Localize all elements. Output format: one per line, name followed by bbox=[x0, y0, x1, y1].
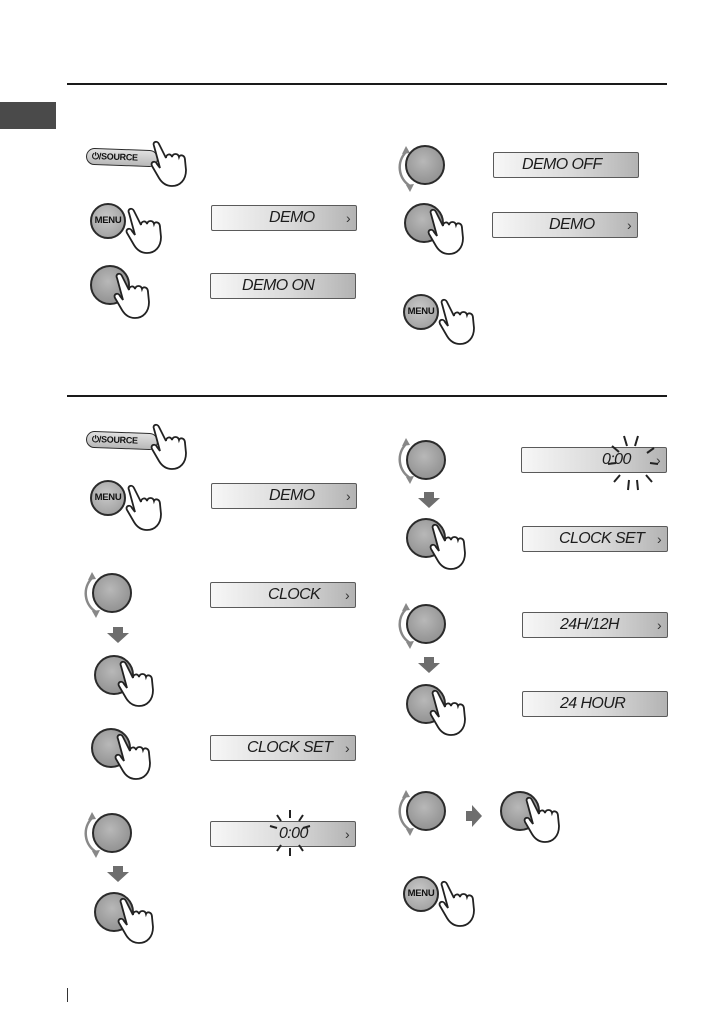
chevron-right-icon: › bbox=[656, 617, 661, 633]
chevron-right-icon: › bbox=[655, 452, 660, 468]
display-demo bbox=[211, 483, 357, 509]
hand-pointer-icon bbox=[123, 484, 167, 532]
footer-line bbox=[67, 988, 68, 1002]
section-1-rule bbox=[67, 83, 667, 85]
display-24h12h bbox=[522, 612, 668, 638]
chevron-right-icon: › bbox=[345, 488, 350, 504]
hand-pointer-icon bbox=[436, 880, 480, 928]
menu-button[interactable]: MENU bbox=[403, 876, 439, 912]
display-text: DEMO OFF bbox=[522, 156, 602, 173]
display-text: DEMO bbox=[269, 487, 315, 504]
hand-pointer-icon bbox=[148, 423, 192, 471]
hand-pointer-icon bbox=[115, 660, 159, 708]
display-24hour bbox=[522, 691, 668, 717]
display-text: DEMO bbox=[549, 216, 595, 233]
hand-pointer-icon bbox=[111, 272, 155, 320]
control-knob[interactable] bbox=[405, 145, 445, 185]
display-text: 24H/12H bbox=[560, 616, 619, 633]
hand-pointer-icon bbox=[123, 207, 167, 255]
chevron-right-icon: › bbox=[344, 587, 349, 603]
hand-pointer-icon bbox=[148, 140, 192, 188]
display-text: 0:00 bbox=[279, 825, 308, 842]
source-button[interactable]: ⏻/SOURCE bbox=[86, 431, 159, 451]
display-clock-set bbox=[522, 526, 668, 552]
hand-pointer-icon bbox=[115, 897, 159, 945]
chevron-right-icon: › bbox=[344, 826, 349, 842]
hand-pointer-icon bbox=[427, 689, 471, 737]
control-knob[interactable] bbox=[92, 573, 132, 613]
language-tab bbox=[0, 102, 56, 129]
source-button[interactable]: ⏻/SOURCE bbox=[86, 148, 159, 168]
display-demo-off bbox=[493, 152, 639, 178]
display-text: CLOCK bbox=[268, 586, 321, 603]
display-text: 0:00 bbox=[602, 451, 631, 468]
blink-burst-icon bbox=[606, 434, 660, 492]
right-arrow-icon bbox=[466, 804, 482, 828]
down-arrow-icon bbox=[106, 866, 130, 882]
menu-button[interactable]: MENU bbox=[90, 203, 126, 239]
chevron-right-icon: › bbox=[345, 210, 350, 226]
down-arrow-icon bbox=[417, 492, 441, 508]
display-clock bbox=[210, 582, 356, 608]
section-2-rule bbox=[67, 395, 667, 397]
control-knob[interactable] bbox=[406, 791, 446, 831]
chevron-right-icon: › bbox=[626, 217, 631, 233]
display-text: CLOCK SET bbox=[247, 739, 333, 756]
hand-pointer-icon bbox=[436, 298, 480, 346]
display-text: DEMO bbox=[269, 209, 315, 226]
hand-pointer-icon bbox=[427, 523, 471, 571]
control-knob[interactable] bbox=[406, 604, 446, 644]
control-knob[interactable] bbox=[92, 813, 132, 853]
display-text: CLOCK SET bbox=[559, 530, 645, 547]
display-demo bbox=[492, 212, 638, 238]
hand-pointer-icon bbox=[521, 796, 565, 844]
hand-pointer-icon bbox=[425, 208, 469, 256]
display-clock-set bbox=[210, 735, 356, 761]
control-knob[interactable] bbox=[406, 440, 446, 480]
menu-button[interactable]: MENU bbox=[403, 294, 439, 330]
display-demo bbox=[211, 205, 357, 231]
hand-pointer-icon bbox=[112, 733, 156, 781]
menu-button[interactable]: MENU bbox=[90, 480, 126, 516]
blink-burst-icon bbox=[268, 808, 312, 858]
display-text: 24 HOUR bbox=[560, 695, 626, 712]
down-arrow-icon bbox=[417, 657, 441, 673]
display-text: DEMO ON bbox=[242, 277, 315, 294]
down-arrow-icon bbox=[106, 627, 130, 643]
chevron-right-icon: › bbox=[344, 740, 349, 756]
chevron-right-icon: › bbox=[656, 531, 661, 547]
display-demo-on bbox=[210, 273, 356, 299]
